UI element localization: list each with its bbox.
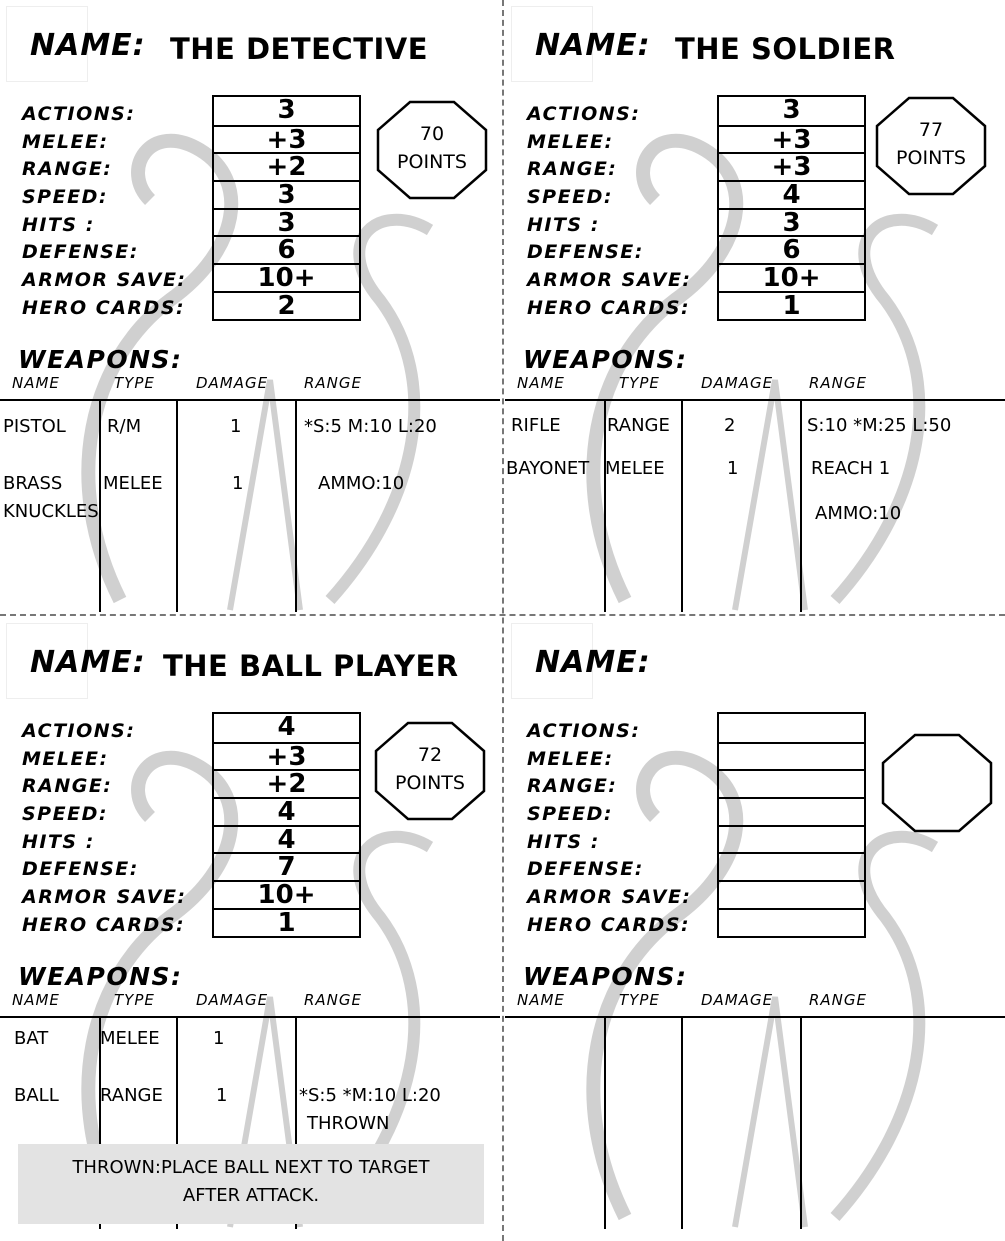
- points-label: POINTS: [395, 772, 465, 794]
- weapon-range: REACH 1: [811, 458, 891, 479]
- weapon-damage: 1: [727, 458, 739, 479]
- stat-label-range: RANGE:: [527, 158, 618, 181]
- points-value: 70: [419, 123, 445, 145]
- col-header-name: NAME: [12, 374, 60, 392]
- name-label: NAME:: [535, 28, 651, 63]
- col-header-type: TYPE: [114, 991, 155, 1009]
- weapon-range-note: THROWN: [307, 1113, 390, 1134]
- weapon-damage: 1: [213, 1028, 225, 1049]
- col-header-damage: DAMAGE: [196, 991, 269, 1009]
- table-column-divider: [604, 399, 606, 612]
- points-label: POINTS: [896, 147, 966, 169]
- stat-value-actions: 4: [277, 712, 296, 742]
- octagon-icon: [881, 733, 993, 833]
- points-octagon: [374, 721, 486, 821]
- stat-label-hero-cards: HERO CARDS:: [22, 913, 186, 936]
- weapons-title: WEAPONS:: [18, 962, 183, 991]
- stat-label-actions: ACTIONS:: [22, 720, 136, 742]
- name-label: NAME:: [535, 645, 651, 680]
- character-name: THE DETECTIVE: [170, 32, 429, 66]
- note-line: THROWN:PLACE BALL NEXT TO TARGET: [72, 1157, 430, 1178]
- col-header-range: RANGE: [304, 991, 363, 1009]
- col-header-type: TYPE: [619, 374, 660, 392]
- stat-label-range: RANGE:: [527, 775, 618, 798]
- stat-value-boxes: [212, 95, 361, 321]
- stat-value-range: +2: [214, 769, 359, 797]
- weapon-damage: 1: [230, 416, 242, 437]
- stat-label-speed: SPEED:: [22, 186, 108, 209]
- stat-label-hits: HITS :: [22, 213, 95, 236]
- table-top-rule: [0, 399, 500, 401]
- stat-value-speed: 4: [214, 797, 359, 825]
- weapon-ammo: AMMO:10: [815, 503, 902, 524]
- stat-value-range: +3: [719, 152, 864, 180]
- weapon-damage: 1: [232, 473, 244, 494]
- points-value: 72: [417, 744, 443, 766]
- table-column-divider: [99, 399, 101, 612]
- table-column-divider: [681, 1016, 683, 1229]
- weapon-damage: 2: [724, 415, 736, 436]
- stat-value-boxes: [212, 712, 361, 938]
- weapon-type: MELEE: [103, 473, 163, 494]
- col-header-damage: DAMAGE: [196, 374, 269, 392]
- weapon-damage: 1: [216, 1085, 228, 1106]
- col-header-type: TYPE: [619, 991, 660, 1009]
- stat-label-actions: ACTIONS:: [527, 103, 641, 125]
- stat-label-armor-save: ARMOR SAVE:: [527, 886, 692, 909]
- stat-labels: [527, 718, 692, 940]
- stat-label-speed: SPEED:: [527, 186, 613, 209]
- stat-label-range: RANGE:: [22, 158, 113, 181]
- stat-labels: [527, 101, 692, 323]
- table-column-divider: [295, 399, 297, 612]
- stat-value-hero-cards: [719, 908, 864, 936]
- col-header-damage: DAMAGE: [701, 374, 774, 392]
- character-name: THE SOLDIER: [675, 32, 896, 66]
- stat-value-actions: [719, 714, 864, 742]
- weapon-name: PISTOL: [3, 416, 66, 437]
- stat-value-armor-save: 10+: [214, 263, 359, 291]
- stat-value-range: +2: [214, 152, 359, 180]
- stat-label-actions: ACTIONS:: [22, 103, 136, 125]
- thrown-rule-note: [18, 1144, 484, 1224]
- stat-label-hero-cards: HERO CARDS:: [527, 913, 691, 936]
- weapons-title: WEAPONS:: [523, 962, 688, 991]
- col-header-name: NAME: [517, 374, 565, 392]
- stat-label-defense: DEFENSE:: [22, 241, 139, 264]
- weapons-title: WEAPONS:: [18, 345, 183, 374]
- points-octagon: [875, 96, 987, 196]
- points-octagon: [376, 100, 488, 200]
- table-column-divider: [176, 399, 178, 612]
- stat-value-melee: [719, 742, 864, 770]
- stat-value-defense: 6: [214, 235, 359, 263]
- col-header-range: RANGE: [304, 374, 363, 392]
- cut-line-horizontal: [0, 614, 1005, 616]
- stat-value-boxes: [717, 712, 866, 938]
- stat-value-defense: 6: [719, 235, 864, 263]
- table-top-rule: [0, 1016, 500, 1018]
- stat-label-melee: MELEE:: [527, 747, 614, 770]
- stat-value-actions: 3: [277, 95, 296, 125]
- table-column-divider: [800, 399, 802, 612]
- stat-label-actions: ACTIONS:: [527, 720, 641, 742]
- stat-value-range: [719, 769, 864, 797]
- stat-value-melee: +3: [719, 125, 864, 153]
- weapon-type: RANGE: [100, 1085, 163, 1106]
- points-label: POINTS: [397, 151, 467, 173]
- col-header-damage: DAMAGE: [701, 991, 774, 1009]
- stat-value-hero-cards: 1: [214, 908, 359, 936]
- weapon-type: RANGE: [607, 415, 670, 436]
- stat-label-defense: DEFENSE:: [22, 858, 139, 881]
- stat-value-melee: +3: [214, 742, 359, 770]
- stat-label-range: RANGE:: [22, 775, 113, 798]
- stat-value-speed: 3: [214, 180, 359, 208]
- table-column-divider: [604, 1016, 606, 1229]
- stat-value-melee: +3: [214, 125, 359, 153]
- stat-value-hits: 3: [214, 208, 359, 236]
- table-column-divider: [681, 399, 683, 612]
- stat-value-hits: [719, 825, 864, 853]
- stat-label-melee: MELEE:: [527, 130, 614, 153]
- stat-label-defense: DEFENSE:: [527, 858, 644, 881]
- weapon-name: BAT: [14, 1028, 49, 1049]
- stat-label-hits: HITS :: [527, 830, 600, 853]
- stat-label-speed: SPEED:: [22, 803, 108, 826]
- stat-value-armor-save: 10+: [214, 880, 359, 908]
- stat-labels: [22, 101, 187, 323]
- stat-label-armor-save: ARMOR SAVE:: [22, 886, 187, 909]
- stat-label-hits: HITS :: [527, 213, 600, 236]
- stat-value-boxes: [717, 95, 866, 321]
- col-header-type: TYPE: [114, 374, 155, 392]
- weapon-name: BRASS: [3, 473, 63, 494]
- col-header-name: NAME: [517, 991, 565, 1009]
- stat-label-hero-cards: HERO CARDS:: [22, 296, 186, 319]
- stat-labels: [22, 718, 187, 940]
- note-line: AFTER ATTACK.: [182, 1185, 320, 1206]
- weapon-name: BAYONET: [506, 458, 590, 479]
- stat-label-melee: MELEE:: [22, 130, 109, 153]
- weapon-range: S:10 *M:25 L:50: [807, 415, 952, 436]
- stat-value-actions: 3: [782, 95, 801, 125]
- stat-label-hits: HITS :: [22, 830, 95, 853]
- col-header-name: NAME: [12, 991, 60, 1009]
- character-card-detective: [0, 0, 500, 612]
- weapon-range: AMMO:10: [318, 473, 405, 494]
- weapon-range: *S:5 M:10 L:20: [304, 416, 437, 437]
- weapons-title: WEAPONS:: [523, 345, 688, 374]
- weapon-type: R/M: [107, 416, 142, 437]
- character-card-blank: [505, 617, 1005, 1229]
- stat-label-defense: DEFENSE:: [527, 241, 644, 264]
- stat-value-speed: 4: [719, 180, 864, 208]
- stat-value-hits: 3: [719, 208, 864, 236]
- stat-label-speed: SPEED:: [527, 803, 613, 826]
- col-header-range: RANGE: [809, 991, 868, 1009]
- cut-line-vertical: [502, 0, 504, 1241]
- stat-value-hero-cards: 2: [214, 291, 359, 319]
- stat-label-melee: MELEE:: [22, 747, 109, 770]
- stat-label-armor-save: ARMOR SAVE:: [527, 269, 692, 292]
- table-top-rule: [505, 1016, 1005, 1018]
- stat-label-hero-cards: HERO CARDS:: [527, 296, 691, 319]
- character-card-soldier: [505, 0, 1005, 612]
- weapon-type: MELEE: [605, 458, 665, 479]
- stat-label-armor-save: ARMOR SAVE:: [22, 269, 187, 292]
- stat-value-hero-cards: 1: [719, 291, 864, 319]
- character-card-ball-player: [0, 617, 500, 1229]
- points-octagon: [881, 733, 993, 833]
- character-name: THE BALL PLAYER: [163, 649, 459, 683]
- table-column-divider: [800, 1016, 802, 1229]
- points-value: 77: [918, 119, 944, 141]
- stat-value-armor-save: 10+: [719, 263, 864, 291]
- weapon-name: RIFLE: [511, 415, 561, 436]
- weapon-type: MELEE: [100, 1028, 160, 1049]
- name-label: NAME:: [30, 645, 146, 680]
- weapon-name-line2: KNUCKLES: [3, 501, 99, 522]
- weapon-name: BALL: [14, 1085, 59, 1106]
- stat-value-defense: [719, 852, 864, 880]
- name-label: NAME:: [30, 28, 146, 63]
- table-top-rule: [505, 399, 1005, 401]
- stat-value-hits: 4: [214, 825, 359, 853]
- stat-value-defense: 7: [214, 852, 359, 880]
- stat-value-speed: [719, 797, 864, 825]
- stat-value-armor-save: [719, 880, 864, 908]
- col-header-range: RANGE: [809, 374, 868, 392]
- weapon-range: *S:5 *M:10 L:20: [299, 1085, 441, 1106]
